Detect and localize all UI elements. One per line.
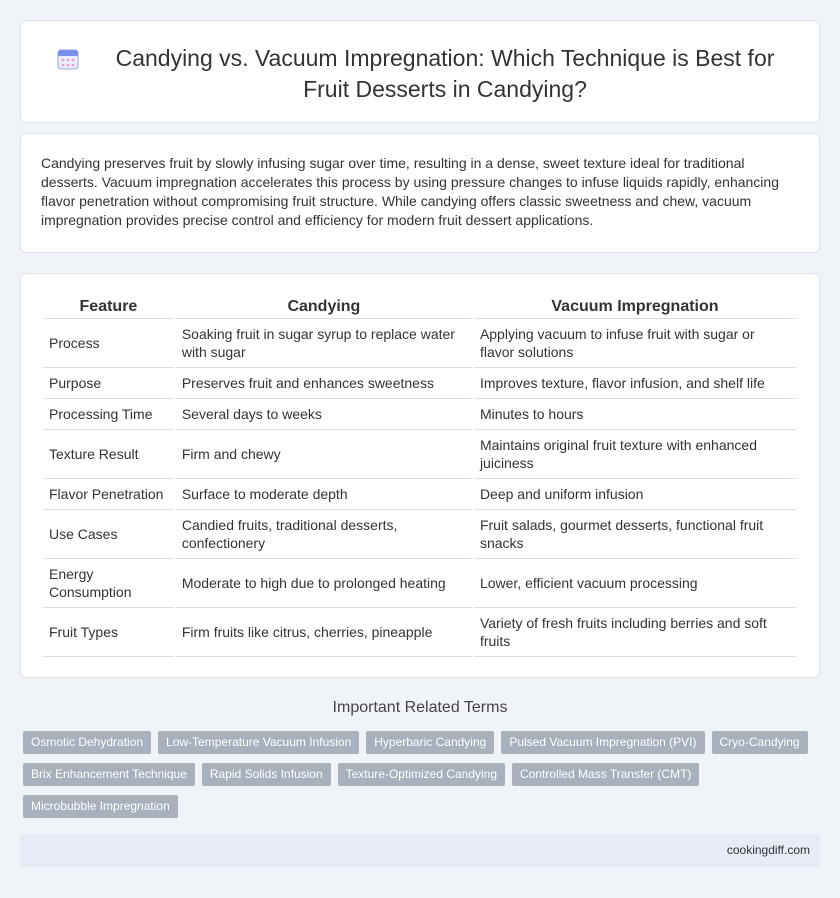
related-term-tag[interactable]: Rapid Solids Infusion — [202, 763, 331, 786]
table-cell: Fruit Types — [43, 608, 174, 657]
related-term-tag[interactable]: Texture-Optimized Candying — [338, 763, 505, 786]
table-cell: Several days to weeks — [176, 399, 472, 430]
table-cell: Fruit salads, gourmet desserts, functional fruit snacks — [474, 510, 796, 559]
footer-site-link[interactable]: cookingdiff.com — [726, 843, 810, 857]
table-cell: Firm and chewy — [176, 430, 472, 479]
table-cell: Process — [43, 319, 174, 368]
header-card — [20, 20, 820, 123]
table-cell: Processing Time — [43, 399, 174, 430]
table-cell: Candied fruits, traditional desserts, confectionery — [176, 510, 472, 559]
related-terms-list — [23, 731, 813, 818]
related-term-tag[interactable]: Pulsed Vacuum Impregnation (PVI) — [501, 731, 704, 754]
table-cell: Applying vacuum to infuse fruit with sugar or flavor solutions — [474, 319, 796, 368]
table-row — [43, 510, 796, 559]
table-cell: Moderate to high due to prolonged heating — [176, 559, 472, 608]
table-row — [43, 399, 796, 430]
related-term-tag[interactable]: Brix Enhancement Technique — [23, 763, 195, 786]
table-cell: Purpose — [43, 368, 174, 399]
related-term-tag[interactable]: Hyperbaric Candying — [366, 731, 494, 754]
related-terms-title: Important Related Terms — [332, 699, 508, 716]
table-cell: Firm fruits like citrus, cherries, pineapple — [176, 608, 472, 657]
table-header: Candying — [176, 294, 472, 319]
table-cell: Variety of fresh fruits including berries and soft fruits — [474, 608, 796, 657]
intro-text: Candying preserves fruit by slowly infusing sugar over time, resulting in a dense, sweet texture ideal for traditional desserts. Vacuum impregnation accelerates this process by using pressure changes to infuse liquids rapidly, enhancing flavor penetration without compromising fruit structure. While candying offers classic sweetness and chew, vacuum impregnation provides precise control and efficiency for modern fruit dessert applications. — [41, 155, 779, 228]
table-cell: Improves texture, flavor infusion, and shelf life — [474, 368, 796, 399]
table-header: Feature — [43, 294, 174, 319]
table-row — [43, 608, 796, 657]
table-cell: Deep and uniform infusion — [474, 479, 796, 510]
related-term-tag[interactable]: Cryo-Candying — [712, 731, 808, 754]
related-term-tag[interactable]: Osmotic Dehydration — [23, 731, 151, 754]
page-title: Candying vs. Vacuum Impregnation: Which Technique is Best for Fruit Desserts in Candying? — [115, 45, 775, 102]
related-term-tag[interactable]: Controlled Mass Transfer (CMT) — [512, 763, 699, 786]
table-cell: Texture Result — [43, 430, 174, 479]
related-term-tag[interactable]: Low-Temperature Vacuum Infusion — [158, 731, 359, 754]
table-cell: Maintains original fruit texture with enhanced juiciness — [474, 430, 796, 479]
related-term-tag[interactable]: Microbubble Impregnation — [23, 795, 178, 818]
footer — [20, 834, 820, 867]
table-cell: Surface to moderate depth — [176, 479, 472, 510]
table-row — [43, 319, 796, 368]
table-cell: Use Cases — [43, 510, 174, 559]
table-header: Vacuum Impregnation — [474, 294, 796, 319]
table-row — [43, 368, 796, 399]
calendar-icon — [56, 47, 80, 71]
table-row — [43, 479, 796, 510]
table-cell: Preserves fruit and enhances sweetness — [176, 368, 472, 399]
table-cell: Energy Consumption — [43, 559, 174, 608]
comparison-table — [41, 294, 798, 657]
table-header-row — [43, 294, 796, 319]
table-cell: Minutes to hours — [474, 399, 796, 430]
table-row — [43, 430, 796, 479]
table-cell: Flavor Penetration — [43, 479, 174, 510]
table-row — [43, 559, 796, 608]
table-cell: Lower, efficient vacuum processing — [474, 559, 796, 608]
intro-card — [20, 133, 820, 253]
comparison-card — [20, 273, 820, 678]
table-cell: Soaking fruit in sugar syrup to replace water with sugar — [176, 319, 472, 368]
